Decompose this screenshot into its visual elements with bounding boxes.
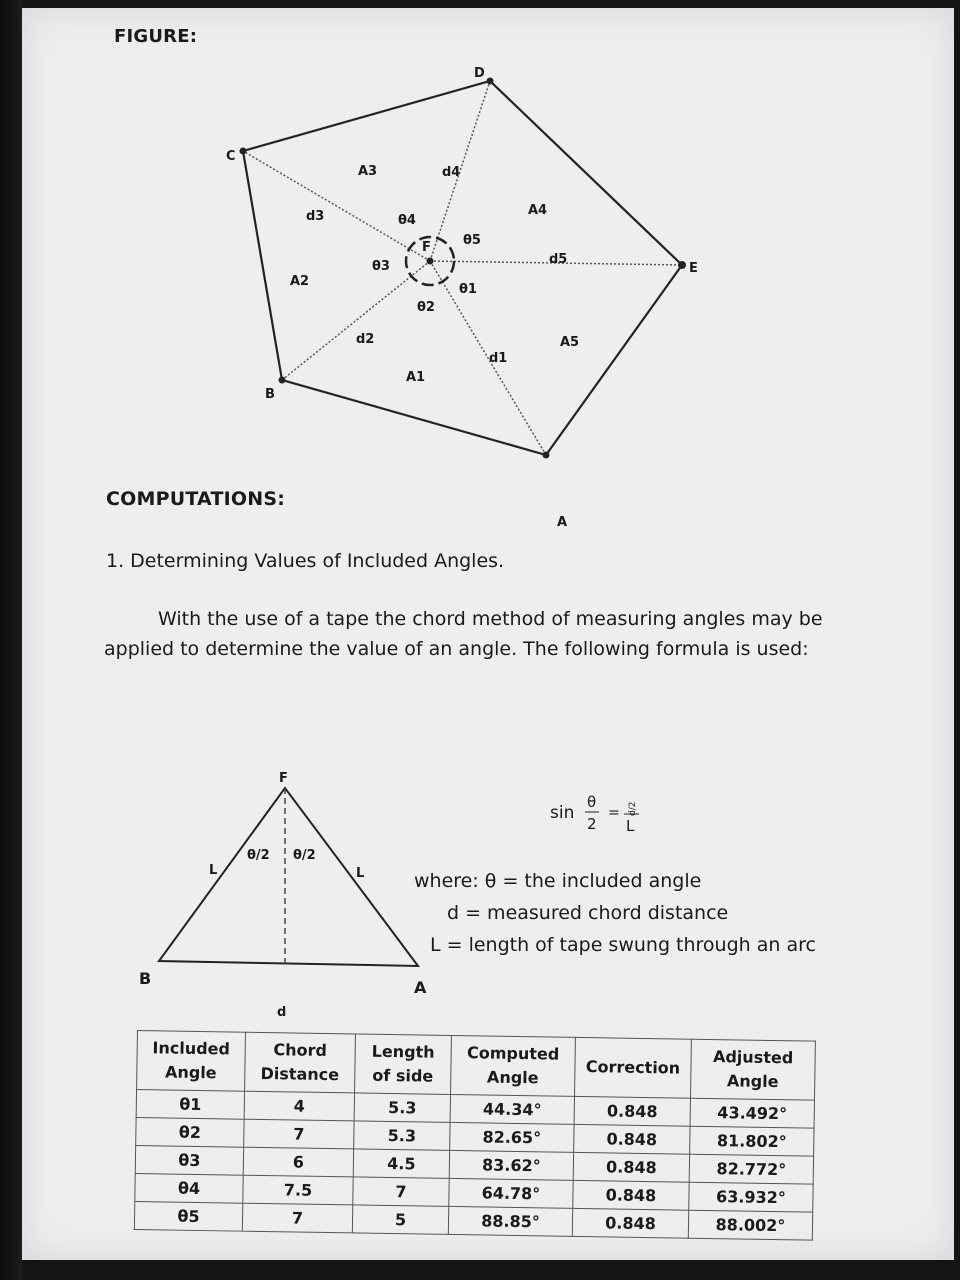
cell-adjusted: 63.932° bbox=[689, 1182, 813, 1212]
area-label-a3: A3 bbox=[358, 164, 378, 179]
vertex-dot-b bbox=[279, 377, 286, 384]
formula-sin: sin bbox=[550, 803, 575, 823]
where-line-1: where: θ = the included angle bbox=[414, 870, 702, 892]
cell-length: 5.3 bbox=[354, 1121, 450, 1151]
vertex-label-center: F bbox=[422, 240, 431, 255]
cell-angle: θ5 bbox=[134, 1201, 242, 1231]
triangle-left-vertex-label: B bbox=[139, 969, 152, 988]
angle-label-theta1: θ1 bbox=[459, 282, 477, 297]
cell-adjusted: 88.002° bbox=[688, 1210, 812, 1240]
cell-adjusted: 82.772° bbox=[689, 1154, 813, 1184]
triangle-right-side-label: L bbox=[356, 866, 365, 881]
distance-label-d3: d3 bbox=[306, 209, 325, 224]
triangle-half-angle-right: θ/2 bbox=[293, 848, 316, 863]
distance-label-d4: d4 bbox=[442, 165, 461, 180]
cell-computed: 82.65° bbox=[450, 1122, 574, 1152]
cell-angle: θ1 bbox=[136, 1090, 244, 1120]
cell-chord: 4 bbox=[244, 1091, 354, 1121]
area-label-a5: A5 bbox=[560, 335, 580, 350]
area-label-a1: A1 bbox=[406, 370, 426, 385]
cell-chord: 6 bbox=[243, 1147, 353, 1177]
header-computed-angle: Computed Angle bbox=[451, 1035, 576, 1096]
paragraph-line-1: With the use of a tape the chord method of measuring angles may be bbox=[158, 608, 823, 630]
formula-theta: θ bbox=[587, 793, 597, 811]
triangle-half-angle-left: θ/2 bbox=[247, 848, 270, 863]
vertex-dot-e bbox=[678, 261, 686, 269]
cell-angle: θ3 bbox=[135, 1145, 243, 1175]
pentagon-outline bbox=[243, 81, 682, 455]
formula-L: L bbox=[626, 817, 635, 835]
center-point bbox=[427, 258, 434, 265]
angle-label-theta4: θ4 bbox=[398, 213, 416, 228]
document-page bbox=[22, 8, 954, 1260]
cell-computed: 88.85° bbox=[448, 1206, 572, 1236]
radius-d3 bbox=[243, 151, 430, 261]
cell-angle: θ4 bbox=[135, 1173, 243, 1203]
cell-chord: 7 bbox=[242, 1203, 352, 1233]
vertex-label-b: B bbox=[265, 387, 275, 402]
triangle-right-vertex-label: A bbox=[414, 978, 427, 997]
cell-chord: 7 bbox=[244, 1119, 354, 1149]
area-label-a2: A2 bbox=[290, 274, 310, 289]
formula-equals: = bbox=[608, 805, 620, 821]
cell-adjusted: 43.492° bbox=[690, 1098, 814, 1128]
header-adjusted-angle: Adjusted Angle bbox=[690, 1039, 815, 1100]
cell-length: 5.3 bbox=[354, 1093, 450, 1123]
vertex-dot-d bbox=[487, 78, 494, 85]
cell-length: 5 bbox=[352, 1205, 448, 1235]
vertex-dot-c bbox=[240, 148, 247, 155]
cell-angle: θ2 bbox=[136, 1117, 244, 1147]
formula-d-two: 2 bbox=[628, 801, 638, 808]
angle-label-theta5: θ5 bbox=[463, 233, 481, 248]
where-line-3: L = length of tape swung through an arc bbox=[430, 934, 816, 956]
triangle-base-label: d bbox=[277, 1005, 287, 1018]
cell-length: 4.5 bbox=[353, 1149, 449, 1179]
angle-label-theta2: θ2 bbox=[417, 300, 435, 315]
vertex-dot-a bbox=[543, 452, 550, 459]
formula-d: d bbox=[628, 810, 638, 816]
cell-length: 7 bbox=[353, 1177, 449, 1207]
chord-formula bbox=[542, 780, 682, 850]
vertex-label-d: D bbox=[474, 66, 485, 81]
computations-heading: COMPUTATIONS: bbox=[106, 488, 286, 510]
cell-computed: 64.78° bbox=[449, 1178, 573, 1208]
pentagon-figure bbox=[22, 8, 954, 528]
cell-correction: 0.848 bbox=[573, 1180, 689, 1210]
vertex-label-c: C bbox=[226, 149, 236, 164]
header-correction: Correction bbox=[575, 1037, 692, 1098]
cell-correction: 0.848 bbox=[574, 1096, 690, 1126]
area-label-a4: A4 bbox=[528, 203, 548, 218]
triangle-outline bbox=[159, 788, 418, 966]
cell-correction: 0.848 bbox=[574, 1124, 690, 1154]
vertex-label-e: E bbox=[689, 261, 698, 276]
section-title: 1. Determining Values of Included Angles. bbox=[106, 550, 505, 572]
cell-correction: 0.848 bbox=[573, 1152, 689, 1182]
header-length-of-side: Length of side bbox=[355, 1034, 452, 1095]
distance-label-d5: d5 bbox=[549, 252, 568, 267]
distance-label-d1: d1 bbox=[489, 351, 508, 366]
header-chord-distance: Chord Distance bbox=[245, 1032, 356, 1093]
cell-computed: 44.34° bbox=[450, 1094, 574, 1124]
paragraph-line-2: applied to determine the value of an angle. The following formula is used: bbox=[104, 638, 809, 660]
cell-computed: 83.62° bbox=[449, 1150, 573, 1180]
left-shadow-edge bbox=[0, 0, 22, 1280]
distance-label-d2: d2 bbox=[356, 332, 375, 347]
triangle-left-side-label: L bbox=[209, 863, 218, 878]
formula-d-over-2: d/2 bbox=[628, 801, 638, 816]
cell-adjusted: 81.802° bbox=[690, 1126, 814, 1156]
cell-chord: 7.5 bbox=[243, 1175, 353, 1205]
figure-heading: FIGURE: bbox=[114, 26, 198, 47]
formula-two: 2 bbox=[587, 815, 597, 833]
angle-label-theta3: θ3 bbox=[372, 259, 390, 274]
vertex-label-a: A bbox=[557, 515, 568, 528]
angles-table bbox=[134, 1030, 816, 1241]
table-header-row bbox=[137, 1031, 816, 1101]
where-line-2: d = measured chord distance bbox=[447, 902, 729, 924]
cell-correction: 0.848 bbox=[572, 1208, 688, 1238]
header-included-angle: Included Angle bbox=[137, 1031, 246, 1092]
triangle-apex-label: F bbox=[279, 771, 288, 786]
